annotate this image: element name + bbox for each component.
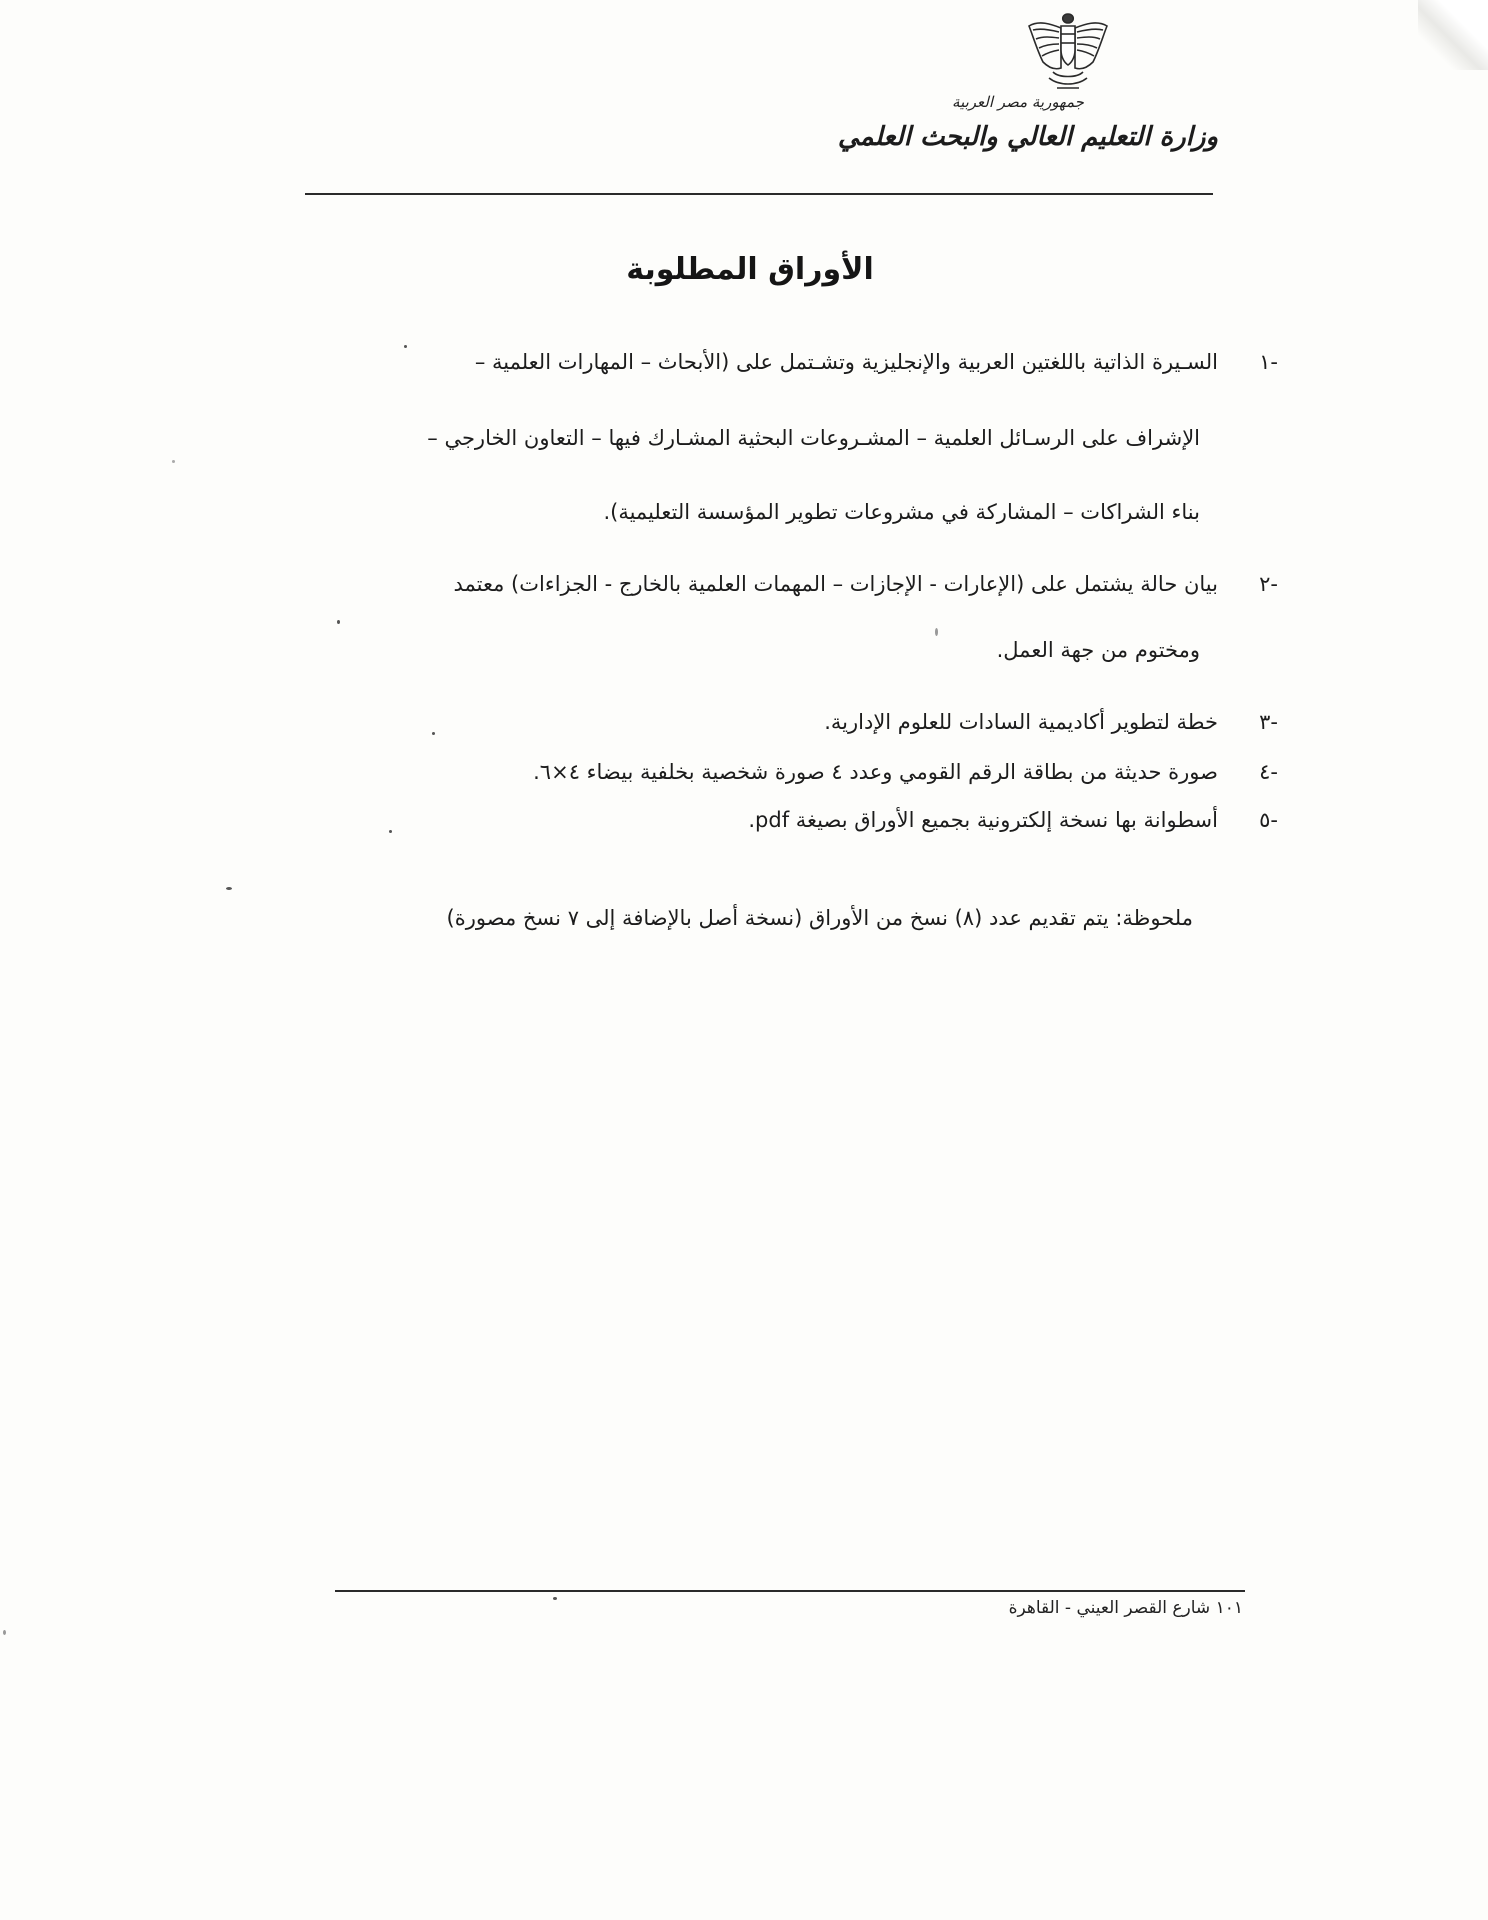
item-number: -٤ <box>1259 760 1278 784</box>
scan-speck <box>389 830 392 833</box>
scan-speck <box>172 460 175 463</box>
item-number: -٣ <box>1259 710 1278 734</box>
footer-divider <box>335 1590 1245 1592</box>
scan-speck <box>3 1630 6 1635</box>
item-line: الإشراف على الرسـائل العلمية – المشـروعات البحثية المشـارك فيها – التعاون الخارجي – <box>427 426 1200 450</box>
list-item <box>308 572 1278 672</box>
item-line: بيان حالة يشتمل على (الإعارات - الإجازات – المهمات العلمية بالخارج - الجزاءات) معتمد <box>453 572 1218 596</box>
scan-speck <box>404 345 407 348</box>
folded-corner <box>1418 0 1488 70</box>
item-number: -٢ <box>1259 572 1278 596</box>
item-line: بناء الشراكات – المشاركة في مشروعات تطوير المؤسسة التعليمية). <box>603 500 1200 524</box>
scan-speck <box>432 732 435 735</box>
letterhead <box>837 6 1218 186</box>
scan-speck <box>935 628 938 636</box>
list-item <box>308 808 1278 838</box>
item-line: خطة لتطوير أكاديمية السادات للعلوم الإدارية. <box>824 710 1218 734</box>
republic-name: جمهورية مصر العربية <box>952 93 1084 111</box>
note-text: ملحوظة: يتم تقديم عدد (٨) نسخ من الأوراق (نسخة أصل بالإضافة إلى ٧ نسخ مصورة) <box>446 906 1193 930</box>
list-item <box>308 350 1278 540</box>
scan-speck <box>226 887 232 890</box>
footer-address: ١٠١ شارع القصر العيني - القاهرة <box>1008 1598 1243 1618</box>
list-item <box>308 760 1278 790</box>
list-item <box>308 710 1278 740</box>
header-divider <box>305 193 1213 195</box>
item-line: أسطوانة بها نسخة إلكترونية بجميع الأوراق بصيغة pdf. <box>748 808 1218 832</box>
eagle-emblem-icon <box>1023 6 1113 94</box>
item-line: السـيرة الذاتية باللغتين العربية والإنجليزية وتشـتمل على (الأبحاث – المهارات العلمية – <box>474 350 1218 374</box>
ministry-name: وزارة التعليم العالي والبحث العلمي <box>837 122 1218 152</box>
page-title: الأوراق المطلوبة <box>626 252 874 287</box>
item-number: -٥ <box>1259 808 1278 832</box>
scan-speck <box>337 620 340 624</box>
scan-speck <box>553 1597 557 1600</box>
item-number: -١ <box>1259 350 1278 374</box>
item-line: صورة حديثة من بطاقة الرقم القومي وعدد ٤ صورة شخصية بخلفية بيضاء ٤×٦. <box>533 760 1218 784</box>
item-line: ومختوم من جهة العمل. <box>996 638 1200 662</box>
